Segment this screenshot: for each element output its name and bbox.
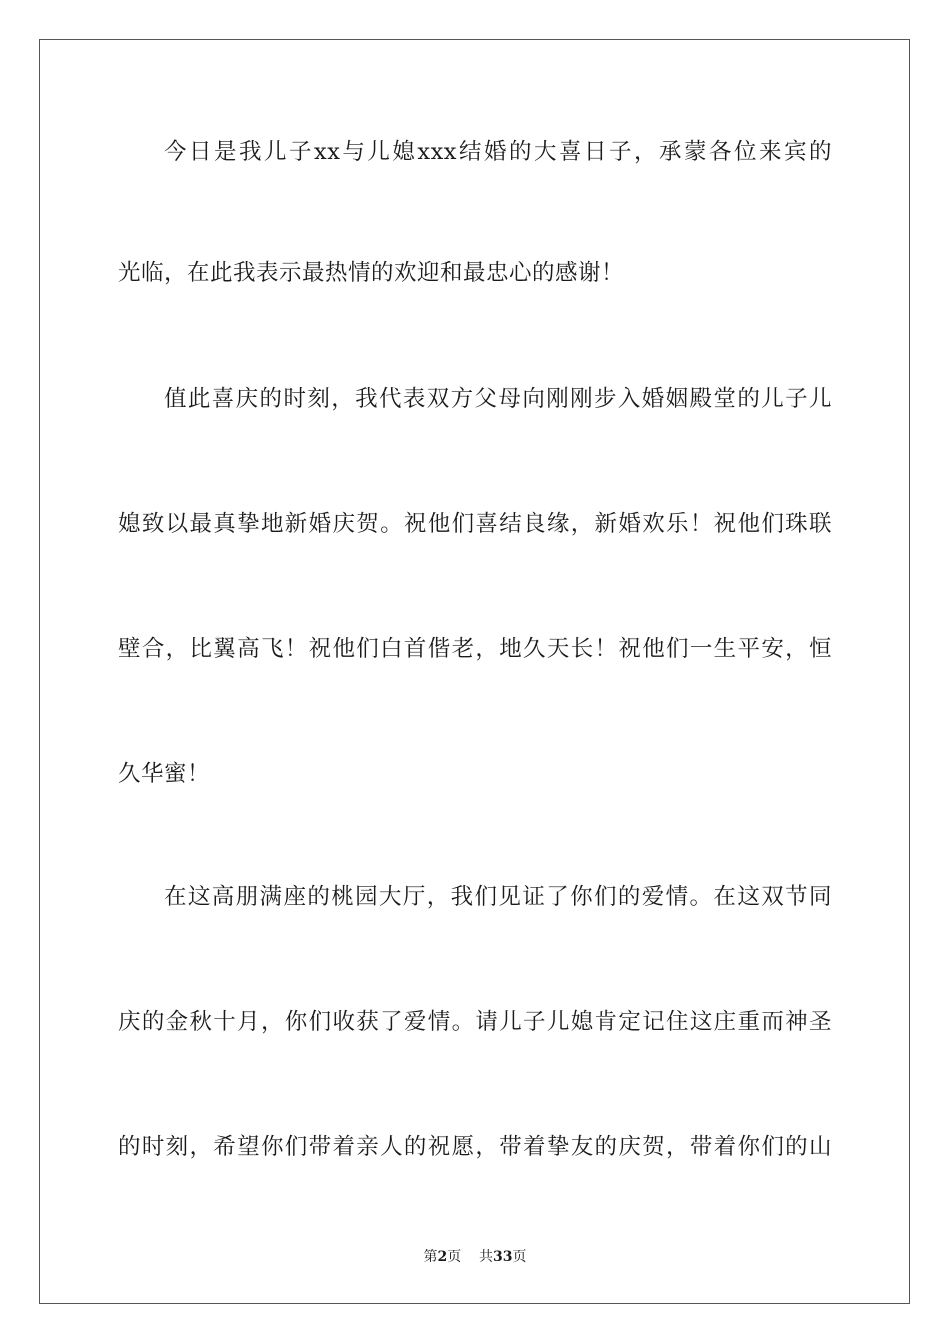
text-line-2: 光临，在此我表示最热情的欢迎和最忠心的感谢！ bbox=[118, 260, 625, 286]
text-line-4: 媳致以最真挚地新婚庆贺。祝他们喜结良缘，新婚欢乐！祝他们珠联 bbox=[118, 511, 832, 537]
footer-page-suffix: 页 bbox=[447, 1249, 462, 1265]
text-line-7: 在这高朋满座的桃园大厅，我们见证了你们的爱情。在这双节同 bbox=[164, 884, 832, 910]
text-line-5: 壁合，比翼高飞！祝他们白首偕老，地久天长！祝他们一生平安，恒 bbox=[118, 636, 832, 662]
text-line-3: 值此喜庆的时刻，我代表双方父母向刚刚步入婚姻殿堂的儿子儿 bbox=[164, 386, 832, 412]
text-line-9: 的时刻，希望你们带着亲人的祝愿，带着挚友的庆贺，带着你们的山 bbox=[118, 1134, 832, 1160]
page-footer bbox=[0, 1248, 950, 1266]
text-line-8: 庆的金秋十月，你们收获了爱情。请儿子儿媳肯定记住这庄重而神圣 bbox=[118, 1009, 832, 1035]
text-line-6: 久华蜜！ bbox=[118, 761, 211, 787]
footer-prefix: 第 bbox=[423, 1249, 438, 1265]
footer-total-suffix: 页 bbox=[512, 1249, 527, 1265]
footer-page-number: 2 bbox=[437, 1249, 448, 1265]
footer-total-pages: 33 bbox=[493, 1249, 513, 1265]
page-frame bbox=[39, 39, 910, 1304]
text-line-1: 今日是我儿子xx与儿媳xxx结婚的大喜日子，承蒙各位来宾的 bbox=[164, 139, 832, 165]
footer-total-prefix: 共 bbox=[479, 1249, 494, 1265]
